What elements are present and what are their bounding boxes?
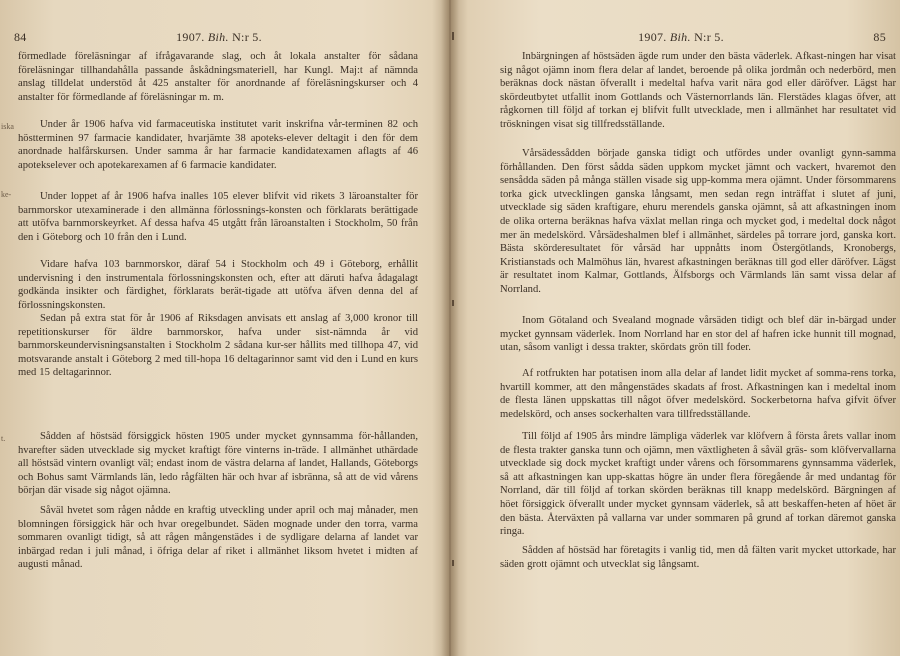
running-title — [14, 30, 424, 45]
running-title — [476, 30, 886, 45]
margin-note: t. — [1, 434, 6, 443]
running-title-year: 1907. — [176, 30, 205, 44]
right-page — [460, 0, 900, 656]
paragraph: Under loppet af år 1906 hafva inalles 105 elever blifvit vid rikets 3 läroanstalter för barnmorskor utexaminerade i den allmänna förlossnings-konsten och förklarats berättigade att utöfva barnmorskeyrket. Af dessa hafva 45 utgått från läroanstalten i Stockholm, 50 från den i Göteborg och 10 från den i Lund. — [18, 191, 418, 243]
page-number: 84 — [14, 30, 27, 44]
margin-note: ke- — [1, 190, 12, 199]
running-title-series: Bih. — [207, 30, 229, 44]
paragraph: Sedan på extra stat för år 1906 af Riksdagen anvisats ett anslag af 3,000 kronor till repetitionskurser för äldre barnmorskor, hafva under sist-nämnda år vid barnmorskeundervisningsanstalten i Stockholm 2 sådana kur-ser hållits med tillhopa 47, vid motsvarande anstalt i Göteborg 2 med till-hopa 16 deltagarinnor samt vid den i Lund en kurs med 15 deltagarinnor. — [18, 313, 418, 379]
book-gutter — [441, 0, 459, 656]
page-number: 85 — [873, 30, 886, 44]
binding-thread — [452, 32, 454, 40]
paragraph: Såväl hvetet som rågen nådde en kraftig utveckling under april och maj månader, men blomningen försiggick här och hvar oregelbundet. Säden mognade under den torra, varma sommaren ovanligt tidigt, så att rågen mångenstädes i de sydligare delarna af landet var inbärgad redan i juli månad, i öfriga delar af riket i allmänhet liksom hvetet i midten af augusti månad. — [18, 505, 418, 571]
binding-thread — [452, 560, 454, 566]
paragraph: Vårsädessådden började ganska tidigt och utfördes under ovanligt gynn-samma förhållanden. Den först sådda säden uppkom mycket jämnt och vackert, hvaremot den sensådda säden på många ställen visade sig upp-komma mera ojämnt. Under försommarens torka gick utvecklingen ganska långsamt, men sedan regn inträffat i slutet af juni, utvecklade sig säden kraftigare, ehuru merendels ganska ojämnt, så att afkastningen inom de olika orterna beräknas hafva växlat mellan ringa och mycket god, i medeltal dock något mer än medelskörd. Vårsädeshalmen blef i allmänhet, särdeles på torrare jord, ganska kort. Bästa skörderesultatet för vårsäd har uppnåtts inom Östergötlands, Kronobergs, Kristianstads och Malmöhus län, hvarest afkastningen beräknas till god eller däröfver. Lägst är resultatet inom Kalmar, Gottlands, Älfsborgs och Värmlands län samt vissa delar af Norrland. — [500, 148, 896, 295]
binding-thread — [452, 300, 454, 306]
margin-note: iska — [1, 122, 14, 131]
left-page — [0, 0, 440, 656]
running-title-issue: N:r 5. — [694, 30, 724, 44]
paragraph: Af rotfrukten har potatisen inom alla delar af landet lidit mycket af somma-rens torka, hvartill kommer, att den mångenstädes skadats af frost. Afkastningen kan i medeltal inom de flesta länen uppskattas till något öfver medelskörd. Sockerbetorna hafva gifvit öfver medelskörd, och anses sockerhalten vara tillfredsställande. — [500, 368, 896, 420]
paragraph: Inom Götaland och Svealand mognade vårsäden tidigt och blef där in-bärgad under mycket gynnsam väderlek. Inom Norrland har en stor del af hafren icke hunnit till mognad, utan, såsom vanligt i dessa trakter, skördats grön till foder. — [500, 315, 896, 354]
paragraph: Sådden af höstsäd har företagits i vanlig tid, men då fälten varit mycket uttorkade, har säden grott ojämnt och utvecklat sig långsamt. — [500, 545, 896, 570]
paragraph: Under år 1906 hafva vid farmaceutiska institutet varit inskrifna vår-terminen 82 och höstterminen 97 farmacie kandidater, hvarjämte 38 apoteks-elever deltagit i den för dem anordnade halfårskursen. Under samma år har farmacie kandidatexamen aflagts af 46 apotekselever och apotekarexamen af 6 farmacie kandidater. — [18, 119, 418, 171]
paragraph: Vidare hafva 103 barnmorskor, däraf 54 i Stockholm och 49 i Göteborg, erhållit undervisning i den instrumentala förlossningskonsten och, efter att däruti hafva ådagalagt godkända insikter och färdighet, förklarats berät-tigade att utöfva äfven denna del af förlossningskonsten. — [18, 259, 418, 311]
running-title-year: 1907. — [638, 30, 667, 44]
paragraph: Inbärgningen af höstsäden ägde rum under den bästa väderlek. Afkast-ningen har visat sig något ojämn inom flera delar af landet, beroende på olika jordmån och nederbörd, men beräknas dock nästan öfverallt i medeltal hafva varit nära god eller däröfver. Lägst har skördeutbytet utfallit inom Gottlands och Västernorrlands län. Flerstädes klagas öfver, att rågkornen till följd af torkan ej blifvit fullt utvecklade, men i allmänhet har resultatet vid tröskningen visat sig tillfredsställande. — [500, 51, 896, 130]
paragraph: förmedlade föreläsningar af ifrågavarande slag, och åt lokala anstalter för sådana föreläsningar tillhandahålla passande åskådningsmateriell, har Kungl. Maj:t af nämnda anslag tilldelat understöd åt 425 anstalter för anordnande af föreläsningskurser och 4 anstalter för förmedlande af föreläsningar m. m. — [18, 51, 418, 103]
running-title-issue: N:r 5. — [232, 30, 262, 44]
running-title-series: Bih. — [669, 30, 691, 44]
paragraph: Sådden af höstsäd försiggick hösten 1905 under mycket gynnsamma för-hållanden, hvarefter säden utvecklade sig mycket kraftigt före vinterns in-träde. I allmänhet uthärdade all höstsäd vintern ovanligt väl; endast inom de västra delarna af landet, Hallands, Göteborgs och Bohus samt Värmlands län, ledo rågfälten här och hvar af isbränna, så att de vid vårens början där visade sig något ojämna. — [18, 431, 418, 497]
paragraph: Till följd af 1905 års mindre lämpliga väderlek var klöfvern å första årets vallar inom de flesta trakter ganska tunn och ojämn, men växtligheten å såväl gräs- som klöfvervallarna utvecklade sig dock mycket kraftigt under vårens och försommarens gynnsamma väderlek, så att afkastningen kan upp-skattas högre än under flera föregående år med undantag för Norrland, där till följd af torkan skörden beräknas till knapp medelskörd. Bärgningen af höet försiggick öfverallt under mycket gynnsam väderlek, så att beskaffen-heten af höet är den bästa. Återväxten på vallarna var under sommaren på grund af torkan däremot ganska ringa. — [500, 431, 896, 538]
